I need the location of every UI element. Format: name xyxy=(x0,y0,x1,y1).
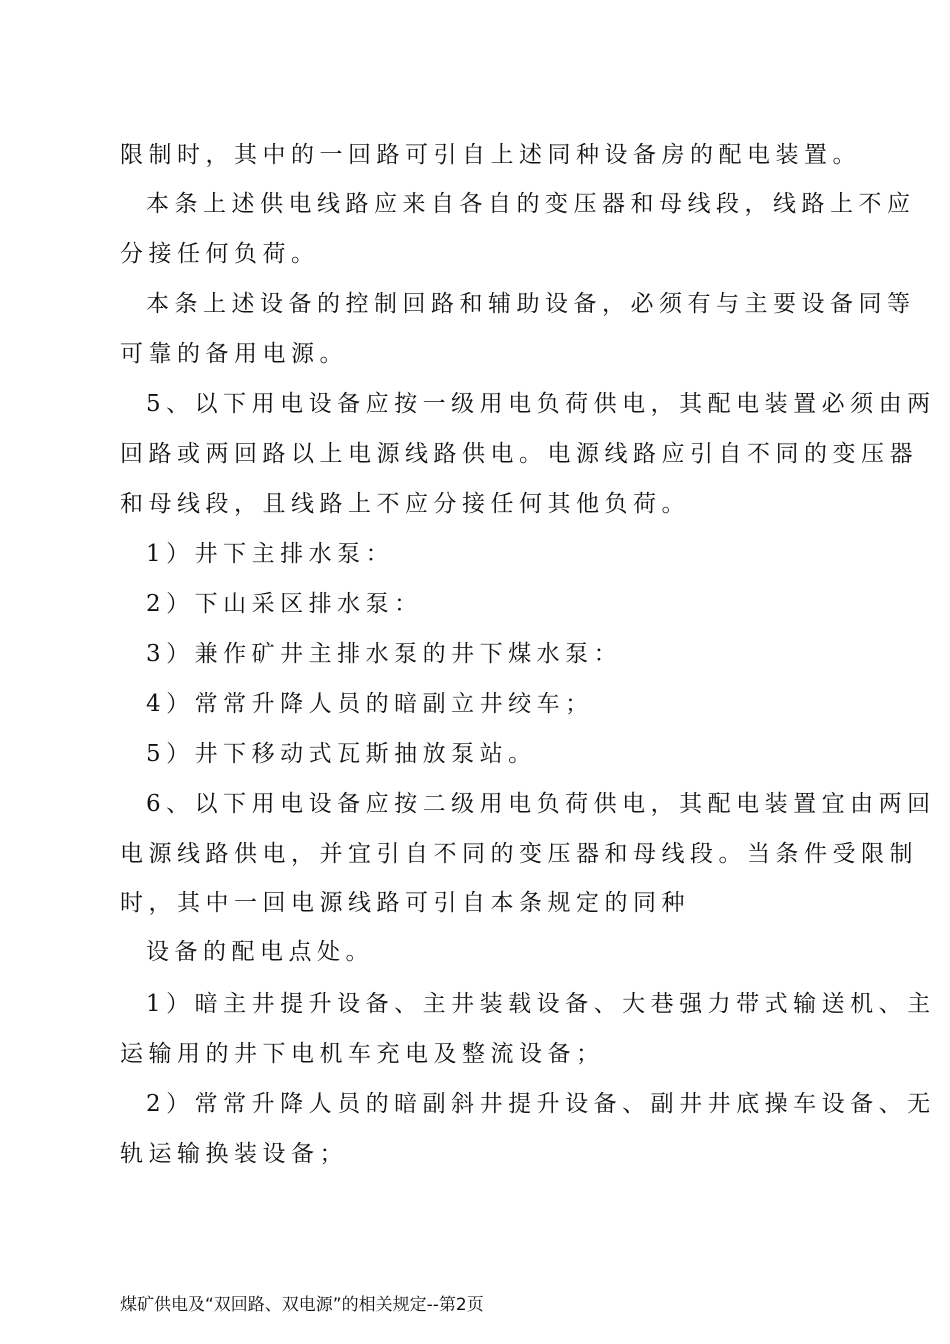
text-line-4: 本条上述设备的控制回路和辅助设备，必须有与主要设备同等 xyxy=(146,291,916,317)
text-line-21: 轨运输换装设备； xyxy=(120,1141,348,1167)
text-line-5: 可靠的备用电源。 xyxy=(120,341,348,367)
text-line-14: 6、以下用电设备应按二级用电负荷供电，其配电装置宜由两回 xyxy=(146,791,936,817)
text-line-13: 5）井下移动式瓦斯抽放泵站。 xyxy=(146,741,537,767)
text-line-6: 5、以下用电设备应按一级用电负荷供电，其配电装置必须由两 xyxy=(146,391,936,417)
text-line-9: 1）井下主排水泵： xyxy=(146,541,395,567)
text-line-16: 时，其中一回电源线路可引自本条规定的同种 xyxy=(120,890,690,916)
text-line-17: 设备的配电点处。 xyxy=(146,939,374,965)
text-line-8: 和母线段，且线路上不应分接任何其他负荷。 xyxy=(120,491,690,517)
text-line-12: 4）常常升降人员的暗副立井绞车； xyxy=(146,691,594,717)
text-line-10: 2）下山采区排水泵： xyxy=(146,591,423,617)
text-line-2: 本条上述供电线路应来自各自的变压器和母线段，线路上不应 xyxy=(146,191,916,217)
text-line-20: 2）常常升降人员的暗副斜井提升设备、副井井底操车设备、无 xyxy=(146,1091,936,1117)
text-line-18: 1）暗主井提升设备、主井装载设备、大巷强力带式输送机、主 xyxy=(146,991,936,1017)
text-line-7: 回路或两回路以上电源线路供电。电源线路应引自不同的变压器 xyxy=(120,441,918,467)
text-line-11: 3）兼作矿井主排水泵的井下煤水泵： xyxy=(146,641,623,667)
text-line-1: 限制时，其中的一回路可引自上述同种设备房的配电装置。 xyxy=(120,142,861,168)
text-line-15: 电源线路供电，并宜引自不同的变压器和母线段。当条件受限制 xyxy=(120,841,918,867)
page-footer: 煤矿供电及“双回路、双电源”的相关规定--第2页 xyxy=(120,1295,484,1315)
text-line-3: 分接任何负荷。 xyxy=(120,241,320,267)
text-line-19: 运输用的井下电机车充电及整流设备； xyxy=(120,1041,605,1067)
